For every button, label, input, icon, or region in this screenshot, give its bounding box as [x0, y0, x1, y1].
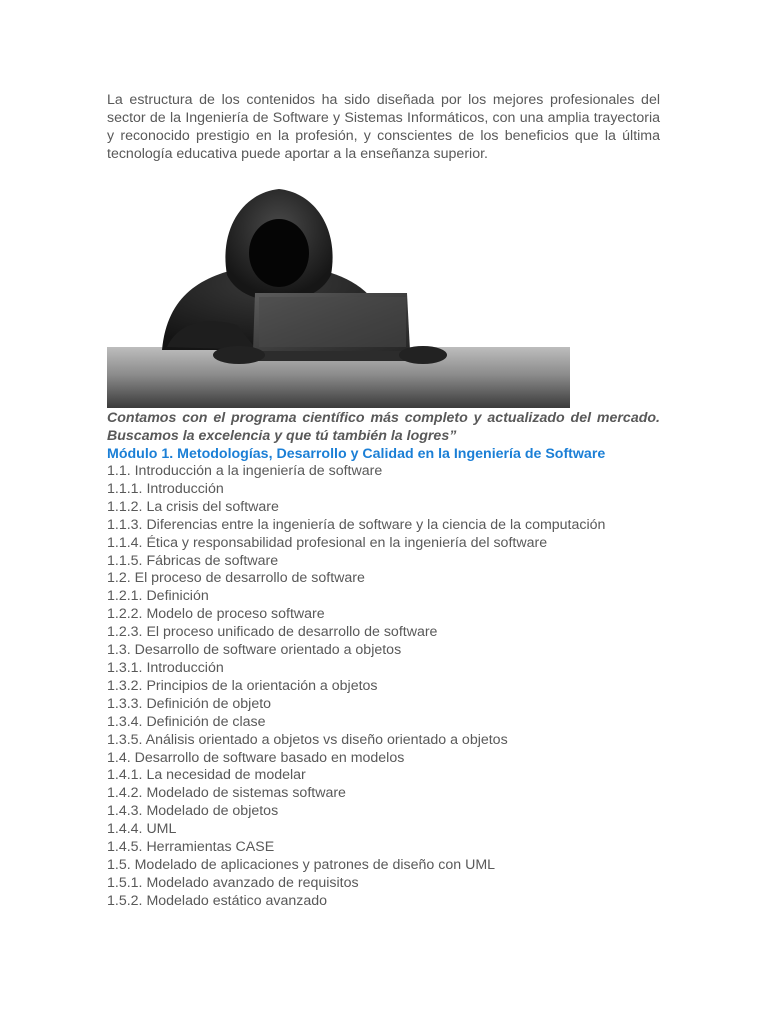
toc-item: 1.4.1. La necesidad de modelar [107, 767, 306, 784]
toc-item: 1.4.4. UML [107, 821, 177, 838]
toc-item: 1.3.3. Definición de objeto [107, 695, 272, 712]
hooded-person-laptop-image [107, 175, 570, 408]
toc-item: 1.5. Modelado de aplicaciones y patrones de diseño con UML [107, 856, 496, 873]
toc-item: 1.2.3. El proceso unificado de desarrollo de software [107, 624, 438, 641]
toc-item: 1.2. El proceso de desarrollo de software [107, 570, 365, 587]
toc-item: 1.1. Introducción a la ingeniería de software [107, 463, 383, 479]
toc-item: 1.4.5. Herramientas CASE [107, 839, 275, 856]
toc-item: 1.5.1. Modelado avanzado de requisitos [107, 874, 359, 891]
toc-item: 1.2.2. Modelo de proceso software [107, 606, 325, 623]
toc-item: 1.1.5. Fábricas de software [107, 552, 279, 569]
toc-item: 1.3. Desarrollo de software orientado a objetos [107, 642, 402, 659]
highlight-quote: Contamos con el programa científico más completo y actualizado del mercado. Buscamos la excelencia y que tú también la logres” [107, 410, 660, 444]
toc-item: 1.4. Desarrollo de software basado en modelos [107, 749, 405, 766]
toc-item: 1.1.3. Diferencias entre la ingeniería de software y la ciencia de la computación [107, 516, 606, 533]
toc-item: 1.1.1. Introducción [107, 480, 224, 497]
module-title: Módulo 1. Metodologías, Desarrollo y Calidad en la Ingeniería de Software [107, 446, 606, 462]
toc-item: 1.3.4. Definición de clase [107, 713, 266, 730]
toc-item: 1.1.2. La crisis del software [107, 498, 279, 515]
module-contents-list [107, 463, 660, 911]
intro-paragraph: La estructura de los contenidos ha sido diseñada por los mejores profesionales del sector de la Ingeniería de Software y Sistemas Informáticos, con una amplia trayectoria y reconocido prestigio en la profesión, y conscientes de los beneficios que la última tecnología educativa puede aportar a la enseñanza superior. [107, 92, 660, 162]
toc-item: 1.4.3. Modelado de objetos [107, 803, 279, 820]
toc-item: 1.3.5. Análisis orientado a objetos vs diseño orientado a objetos [107, 731, 508, 748]
document-page [107, 91, 660, 911]
toc-item: 1.2.1. Definición [107, 588, 209, 605]
toc-item: 1.3.2. Principios de la orientación a objetos [107, 677, 378, 694]
toc-item: 1.1.4. Ética y responsabilidad profesional en la ingeniería del software [107, 534, 548, 551]
toc-item: 1.5.2. Modelado estático avanzado [107, 892, 328, 909]
toc-item: 1.4.2. Modelado de sistemas software [107, 785, 346, 802]
toc-item: 1.3.1. Introducción [107, 659, 224, 676]
